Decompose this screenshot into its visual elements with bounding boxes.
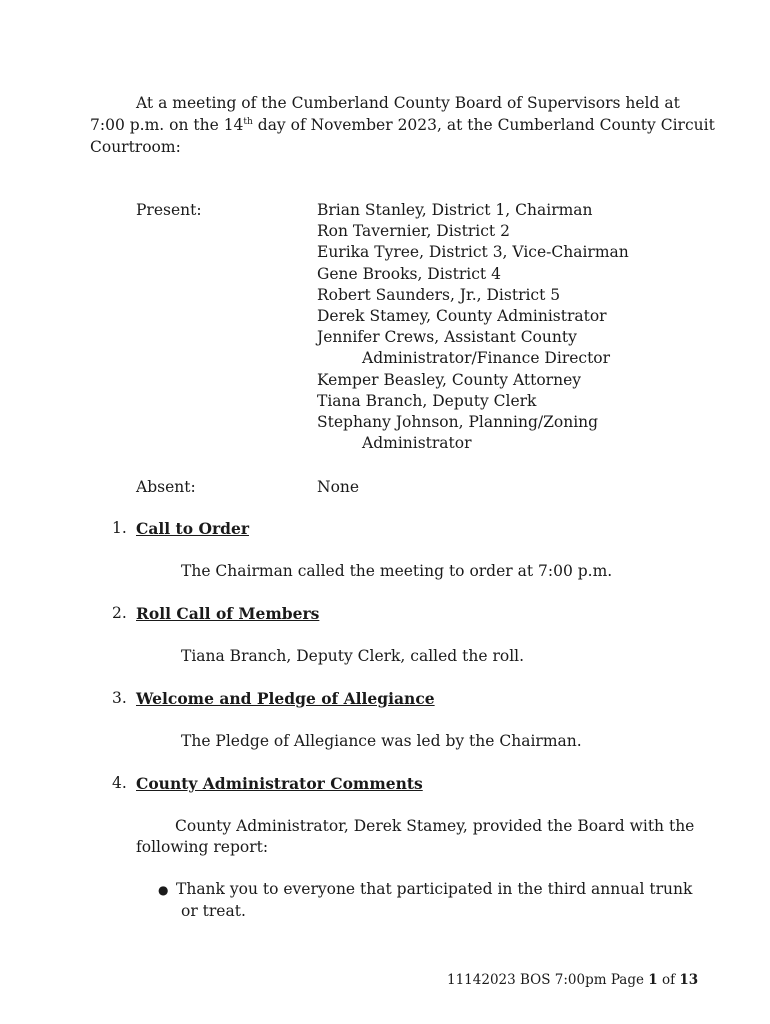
present-member: Gene Brooks, District 4 [317,264,501,283]
section-heading-pledge: Welcome and Pledge of Allegiance [136,689,435,708]
present-member: Jennifer Crews, Assistant County [317,328,577,347]
present-member-continued: Administrator [362,434,472,453]
section-body-line: County Administrator, Derek Stamey, provided the Board with the [175,817,695,835]
intro-line-1: At a meeting of the Cumberland County Board of Supervisors held at [136,94,680,112]
bullet-text-line: Thank you to everyone that participated in the third annual trunk [176,880,693,898]
section-number: 4. [112,774,127,792]
page-footer [447,971,698,989]
present-member: Tiana Branch, Deputy Clerk [317,391,537,410]
section-body-line: following report: [136,838,269,856]
present-member: Derek Stamey, County Administrator [317,306,607,325]
present-member: Eurika Tyree, District 3, Vice-Chairman [317,243,629,262]
section-body: Tiana Branch, Deputy Clerk, called the roll. [181,647,525,665]
section-number: 2. [112,604,127,622]
intro-date-text: 7:00 p.m. on the 14 [90,116,244,134]
intro-location-text: day of November 2023, at the Cumberland County Circuit [252,116,715,134]
footer-prefix: 11142023 BOS 7:00pm Page [447,972,649,988]
section-heading-call-to-order: Call to Order [136,519,249,538]
section-number: 1. [112,519,127,537]
section-number: 3. [112,689,127,707]
absent-value: None [317,478,360,496]
footer-total-pages: 13 [679,972,699,988]
present-member: Kemper Beasley, County Attorney [317,370,582,389]
bullet-text-line: or treat. [181,902,246,920]
present-member: Brian Stanley, District 1, Chairman [317,201,593,219]
section-heading-administrator-comments: County Administrator Comments [136,774,423,793]
present-member: Robert Saunders, Jr., District 5 [317,285,561,304]
intro-date-suffix: th [243,117,253,127]
section-body: The Chairman called the meeting to order at 7:00 p.m. [181,562,613,580]
present-list [317,200,629,454]
present-member: Ron Tavernier, District 2 [317,222,510,241]
intro-line-2 [90,115,715,136]
intro-line-3: Courtroom: [90,138,181,156]
section-body: The Pledge of Allegiance was led by the Chairman. [181,732,582,750]
present-member: Stephany Johnson, Planning/Zoning [317,412,599,431]
footer-page-number: 1 [648,972,658,988]
bullet-icon: ● [158,883,169,897]
section-heading-roll-call: Roll Call of Members [136,604,320,623]
present-label: Present: [136,201,202,219]
footer-of: of [657,972,680,988]
present-member-continued: Administrator/Finance Director [362,349,611,368]
absent-label: Absent: [136,478,196,496]
